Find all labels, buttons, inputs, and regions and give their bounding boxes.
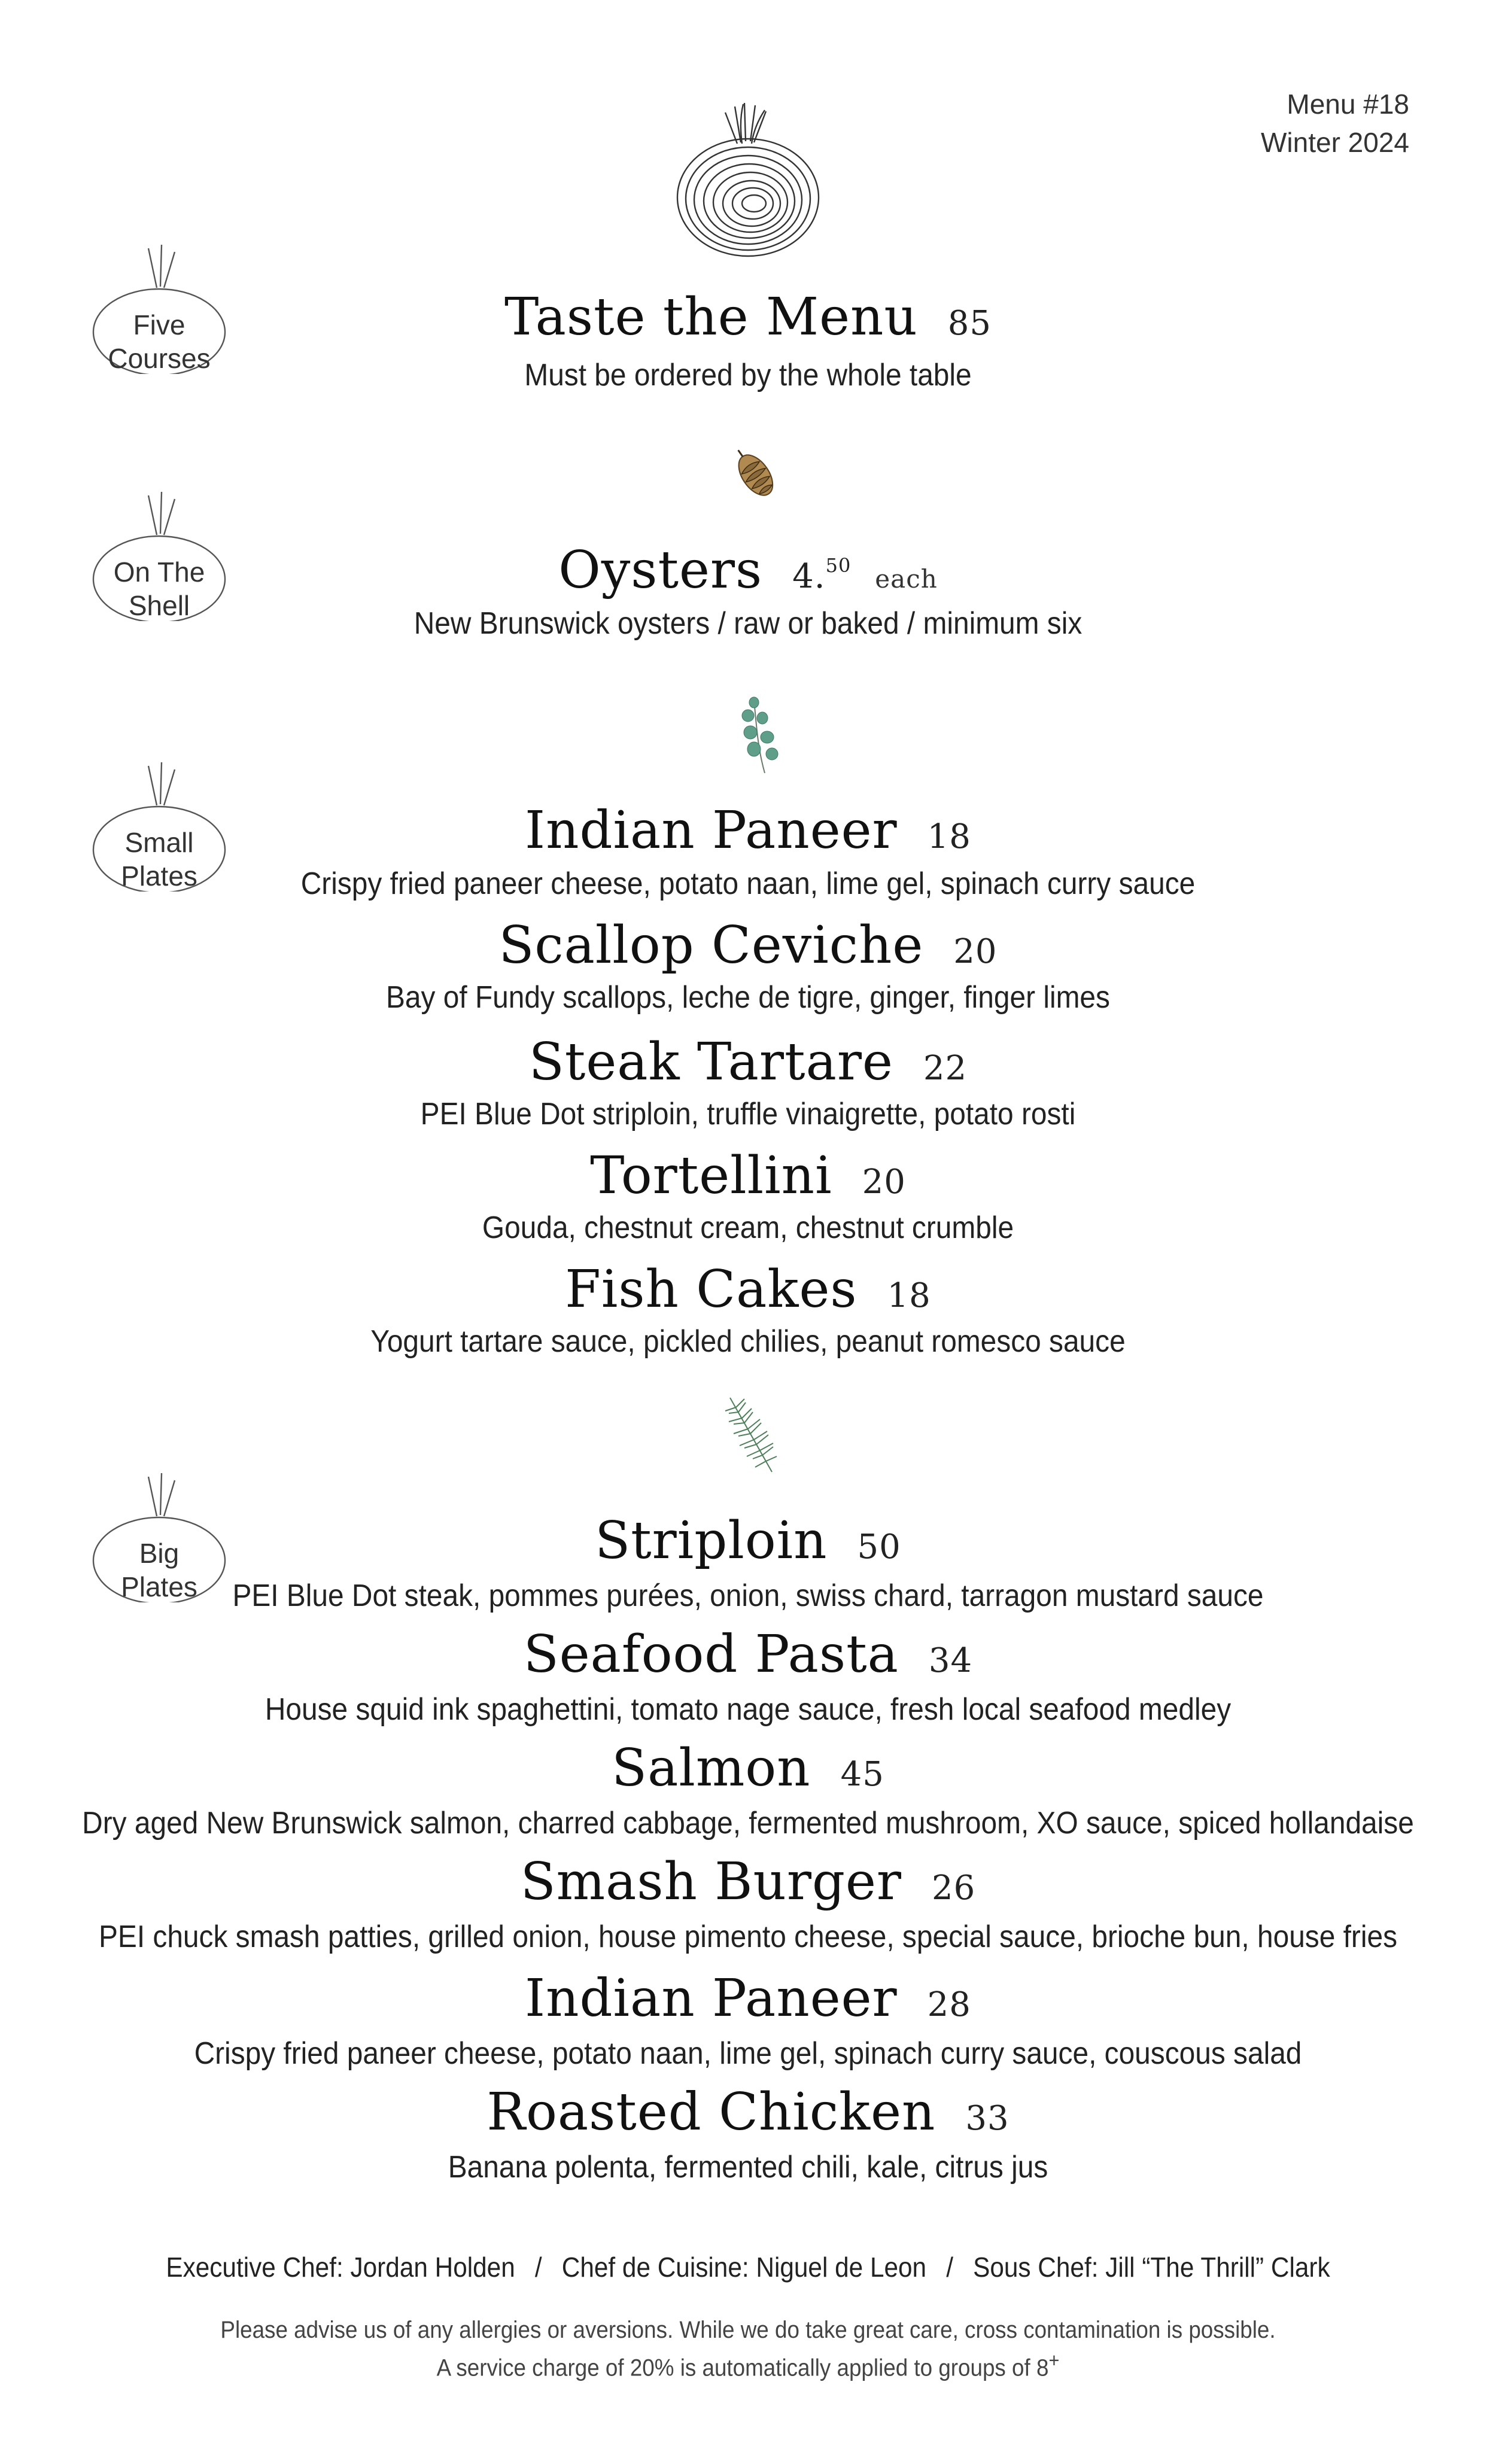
item-price [792, 554, 852, 596]
item-price: 26 [932, 1869, 976, 1908]
section-label-line2: Courses [108, 343, 211, 374]
item-description: New Brunswick oysters / raw or baked / minimum six [413, 606, 1083, 641]
section-label-line2: Shell [128, 590, 190, 621]
item-price: 28 [927, 1985, 971, 2024]
executive-chef: Executive Chef: Jordan Holden [166, 2252, 515, 2283]
price-main: 4. [792, 557, 826, 596]
item-description: PEI chuck smash patties, grilled onion, house pimento cheese, special sauce, brioche bun, house fries [99, 1920, 1397, 1954]
item-name: Roasted Chicken [486, 2082, 936, 2142]
item-name: Fish Cakes [565, 1260, 858, 1319]
item-name: Tortellini [590, 1146, 832, 1206]
item-price: 20 [862, 1163, 906, 1201]
dish-title-row [0, 1852, 1496, 1918]
item-price: 50 [857, 1528, 901, 1566]
item-price: 45 [840, 1755, 884, 1794]
section-label-line1: Five [133, 309, 186, 340]
item-description: PEI Blue Dot steak, pommes purées, onion, swiss chard, tarragon mustard sauce [232, 1578, 1264, 1613]
dish-title-row [0, 1738, 1496, 1805]
separator: / [534, 2252, 542, 2283]
section-label-line1: On The [113, 556, 205, 588]
item-description: Bay of Fundy scallops, leche de tigre, ginger, finger limes [386, 980, 1110, 1015]
item-price: 85 [947, 304, 992, 343]
dish-title-row [0, 1969, 1496, 2035]
item-price: 20 [953, 932, 998, 971]
dish-title-row [0, 2082, 1496, 2149]
item-name: Taste the Menu [504, 287, 918, 347]
section-label-line2: Plates [121, 1571, 197, 1602]
chef-de-cuisine: Chef de Cuisine: Niguel de Leon [561, 2252, 927, 2283]
dish-title-row [0, 915, 1496, 982]
price-unit: each [875, 564, 938, 594]
service-charge-text: A service charge of 20% is automatically applied to groups of 8 [436, 2355, 1049, 2381]
item-description: Gouda, chestnut cream, chestnut crumble [482, 1210, 1014, 1245]
item-description: PEI Blue Dot striploin, truffle vinaigrette, potato rosti [420, 1097, 1076, 1131]
section-label-line1: Small [124, 827, 194, 858]
onion-icon [670, 102, 826, 263]
item-name: Salmon [612, 1738, 811, 1798]
tasting-title-row [0, 287, 1496, 354]
item-name: Steak Tartare [528, 1032, 893, 1092]
item-description: Crispy fried paneer cheese, potato naan, lime gel, spinach curry sauce, couscous salad [194, 2036, 1302, 2071]
pinecone-icon [730, 443, 778, 503]
pine-branch-icon [718, 1394, 784, 1478]
sous-chef: Sous Chef: Jill “The Thrill” Clark [973, 2252, 1330, 2283]
dish-title-row [0, 1146, 1496, 1212]
separator: / [946, 2252, 953, 2283]
service-charge-note [60, 2346, 1436, 2383]
dish-title-row [0, 1032, 1496, 1099]
item-name: Smash Burger [520, 1852, 902, 1912]
item-price: 18 [927, 817, 971, 856]
menu-info [1261, 85, 1409, 162]
service-charge-plus: + [1048, 2350, 1060, 2372]
item-description: Yogurt tartare sauce, pickled chilies, peanut romesco sauce [370, 1324, 1126, 1359]
item-name: Indian Paneer [525, 801, 898, 860]
item-description: House squid ink spaghettini, tomato nage sauce, fresh local seafood medley [264, 1692, 1232, 1727]
menu-number: Menu #18 [1287, 89, 1409, 120]
item-price: 33 [965, 2099, 1010, 2138]
item-description: Banana polenta, fermented chili, kale, citrus jus [448, 2150, 1048, 2185]
item-description: Dry aged New Brunswick salmon, charred cabbage, fermented mushroom, XO sauce, spiced hollandaise [82, 1806, 1414, 1841]
section-label-line1: Big [139, 1538, 180, 1569]
item-price: 18 [887, 1276, 931, 1315]
dish-title-row [0, 1511, 1496, 1577]
item-description: Crispy fried paneer cheese, potato naan, lime gel, spinach curry sauce [300, 866, 1196, 901]
item-description: Must be ordered by the whole table [524, 358, 972, 393]
dish-title-row [0, 1625, 1496, 1691]
dish-title-row [0, 801, 1496, 867]
price-cents: 50 [825, 554, 852, 577]
item-price: 22 [923, 1049, 968, 1088]
item-price: 34 [928, 1641, 973, 1680]
chefs-credits [60, 2251, 1436, 2283]
item-name: Scallop Ceviche [498, 915, 924, 975]
eucalyptus-icon [730, 694, 784, 778]
dish-title-row [0, 1260, 1496, 1326]
item-name: Oysters [558, 540, 763, 600]
item-name: Indian Paneer [525, 1969, 898, 2028]
item-name: Seafood Pasta [523, 1625, 899, 1684]
item-name: Striploin [595, 1511, 828, 1571]
section-label-line2: Plates [121, 860, 197, 892]
allergy-note: Please advise us of any allergies or aversions. While we do take great care, cross contamination is possible. [220, 2317, 1276, 2343]
oysters-title-row [0, 536, 1496, 609]
menu-season: Winter 2024 [1260, 127, 1409, 158]
